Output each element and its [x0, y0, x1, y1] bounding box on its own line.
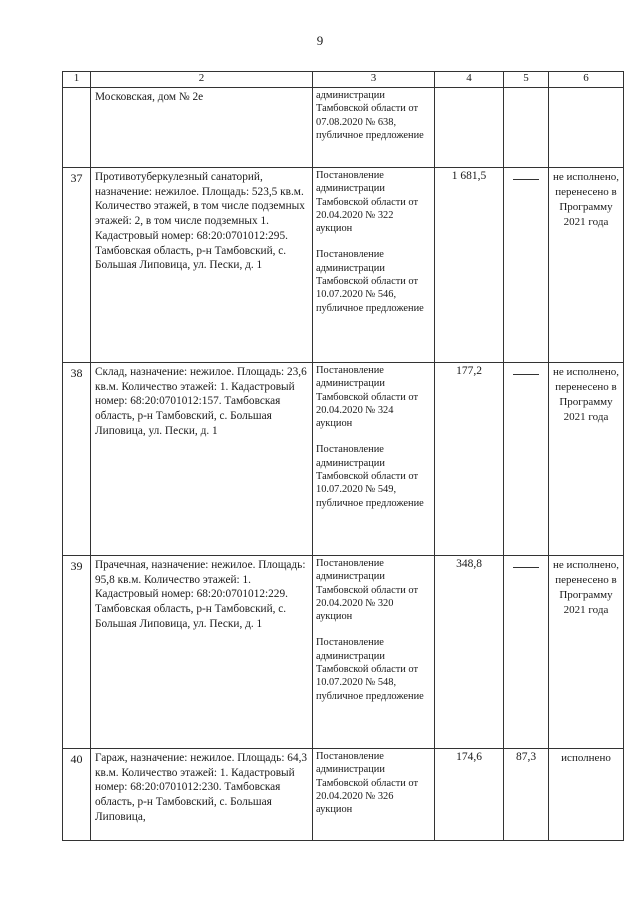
header-cell-5: 5 [504, 72, 549, 88]
decree-text: администрации Тамбовской области от 07.08.2020 № 638, публичное предложение [316, 90, 424, 141]
dash-mark [513, 558, 539, 568]
header-cell-4: 4 [435, 72, 504, 88]
area-value: 1 681,5 [435, 168, 504, 363]
decree-cell [313, 556, 435, 749]
table-row [63, 88, 624, 168]
decree-text: Постановление администрации Тамбовской области от 20.04.2020 № 326 аукцион [316, 751, 419, 816]
property-table [62, 71, 624, 841]
area-value: 177,2 [435, 363, 504, 556]
row-number [63, 88, 91, 168]
object-description: Гараж, назначение: нежилое. Площадь: 64,3 кв.м. Количество этажей: 1. Кадастровый номер: 68:20:0701012:230. Тамбовская область, р-н Тамбовский, с. Большая Липовица, [91, 749, 313, 841]
decree-cell [313, 363, 435, 556]
object-description: Московская, дом № 2е [91, 88, 313, 168]
status-text: не исполнено, перенесено в Программу 2021 года [549, 363, 624, 556]
object-description: Прачечная, назначение: нежилое. Площадь: 95,8 кв.м. Количество этажей: 1. Кадастровый номер: 68:20:0701012:229. Тамбовская область, р-н Тамбовский, с. Большая Липовица, ул. Пески, д. 1 [91, 556, 313, 749]
status-text [549, 88, 624, 168]
row-number: 38 [63, 363, 91, 556]
row-number: 40 [63, 749, 91, 841]
header-cell-3: 3 [313, 72, 435, 88]
decree-text: Постановление администрации Тамбовской области от 20.04.2020 № 320 аукцион [316, 558, 419, 623]
price-cell [504, 168, 549, 363]
status-text: не исполнено, перенесено в Программу 2021 года [549, 556, 624, 749]
price-value: 87,3 [504, 749, 549, 841]
area-value: 174,6 [435, 749, 504, 841]
header-cell-6: 6 [549, 72, 624, 88]
object-description: Склад, назначение: нежилое. Площадь: 23,6 кв.м. Количество этажей: 1. Кадастровый номер: 68:20:0701012:157. Тамбовская область, р-н Тамбовский, с. Большая Липовица, ул. Пески, д. 1 [91, 363, 313, 556]
decree-cell [313, 88, 435, 168]
row-number: 39 [63, 556, 91, 749]
area-value: 348,8 [435, 556, 504, 749]
area-value [435, 88, 504, 168]
table-row [63, 749, 624, 841]
decree-cell [313, 168, 435, 363]
object-description: Противотуберкулезный санаторий, назначение: нежилое. Площадь: 523,5 кв.м. Количество этажей, в том числе подземных этажей: 2, в том числе подземных 1. Кадастровый номер: 68:20:0701012:295. Тамбовская область, р-н Тамбовский, с. Большая Липовица, ул. Пески, д. 1 [91, 168, 313, 363]
decree-text: Постановление администрации Тамбовской области от 20.04.2020 № 322 аукцион [316, 170, 419, 235]
price-cell [504, 363, 549, 556]
table-row [63, 168, 624, 363]
dash-mark [513, 170, 539, 180]
header-cell-2: 2 [91, 72, 313, 88]
status-text: не исполнено, перенесено в Программу 2021 года [549, 168, 624, 363]
decree-cell [313, 749, 435, 841]
header-row [63, 72, 624, 88]
price-value [504, 88, 549, 168]
status-text: исполнено [549, 749, 624, 841]
price-cell [504, 556, 549, 749]
decree-text: Постановление администрации Тамбовской области от 10.07.2020 № 548, публичное предложение [316, 637, 424, 702]
decree-text: Постановление администрации Тамбовской области от 10.07.2020 № 549, публичное предложение [316, 444, 424, 509]
dash-mark [513, 365, 539, 375]
decree-text: Постановление администрации Тамбовской области от 10.07.2020 № 546, публичное предложение [316, 249, 424, 314]
row-number: 37 [63, 168, 91, 363]
table-row [63, 556, 624, 749]
decree-text: Постановление администрации Тамбовской области от 20.04.2020 № 324 аукцион [316, 365, 419, 430]
header-cell-1: 1 [63, 72, 91, 88]
table-row [63, 363, 624, 556]
page-number: 9 [316, 33, 324, 48]
